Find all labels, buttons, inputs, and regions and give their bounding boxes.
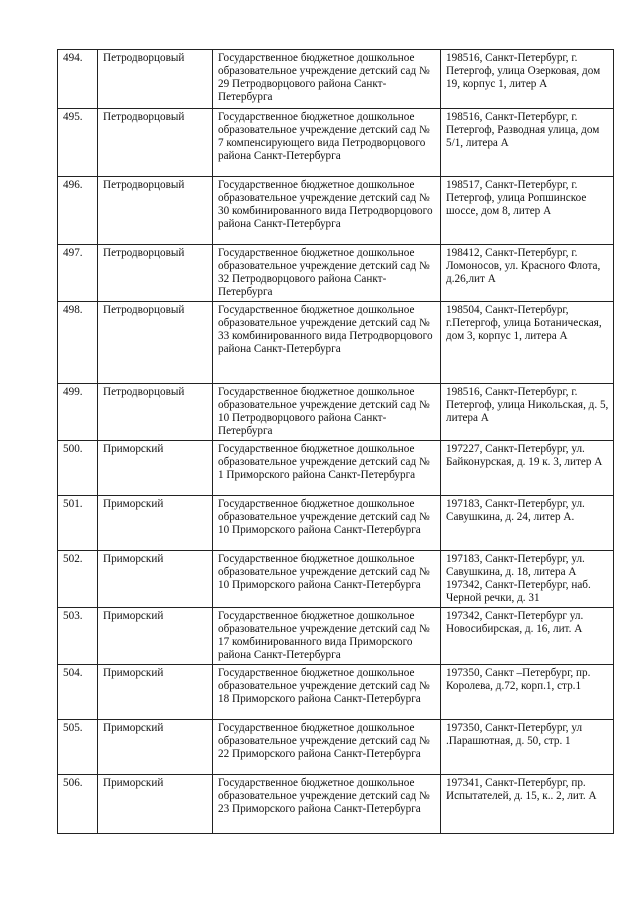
row-number: 496. (58, 177, 98, 245)
row-number: 503. (58, 608, 98, 665)
address-cell: 198516, Санкт-Петербург, г. Петергоф, Разводная улица, дом 5/1, литера А (441, 109, 614, 177)
row-number: 495. (58, 109, 98, 177)
district-cell: Приморский (98, 441, 213, 496)
row-number: 502. (58, 551, 98, 608)
address-cell: 197227, Санкт-Петербург, ул. Байконурская, д. 19 к. 3, литер А (441, 441, 614, 496)
district-cell: Петродворцовый (98, 177, 213, 245)
address-cell: 198504, Санкт-Петербург, г.Петергоф, улица Ботаническая, дом 3, корпус 1, литера А (441, 302, 614, 384)
row-number: 506. (58, 775, 98, 834)
district-cell: Приморский (98, 665, 213, 720)
district-cell: Приморский (98, 775, 213, 834)
institution-name-cell: Государственное бюджетное дошкольное образовательное учреждение детский сад № 10 Приморского района Санкт-Петербурга (213, 551, 441, 608)
institution-name-cell: Государственное бюджетное дошкольное образовательное учреждение детский сад № 33 комбинированного вида Петродворцового района Санкт-Петербурга (213, 302, 441, 384)
institution-name-cell: Государственное бюджетное дошкольное образовательное учреждение детский сад № 22 Приморского района Санкт-Петербурга (213, 720, 441, 775)
table-row (58, 245, 614, 302)
district-cell: Петродворцовый (98, 109, 213, 177)
district-cell: Приморский (98, 496, 213, 551)
table-row (58, 109, 614, 177)
row-number: 498. (58, 302, 98, 384)
institution-name-cell: Государственное бюджетное дошкольное образовательное учреждение детский сад № 32 Петродворцового района Санкт-Петербурга (213, 245, 441, 302)
address-cell: 198516, Санкт-Петербург, г. Петергоф, улица Никольская, д. 5, литера А (441, 384, 614, 441)
address-cell: 197341, Санкт-Петербург, пр. Испытателей, д. 15, к.. 2, лит. А (441, 775, 614, 834)
table-row (58, 665, 614, 720)
row-number: 501. (58, 496, 98, 551)
table-row (58, 50, 614, 109)
table-row (58, 775, 614, 834)
row-number: 494. (58, 50, 98, 109)
row-number: 497. (58, 245, 98, 302)
institution-name-cell: Государственное бюджетное дошкольное образовательное учреждение детский сад № 17 комбинированного вида Приморского района Санкт-Петербурга (213, 608, 441, 665)
institution-name-cell: Государственное бюджетное дошкольное образовательное учреждение детский сад № 29 Петродворцового района Санкт-Петербурга (213, 50, 441, 109)
district-cell: Петродворцовый (98, 245, 213, 302)
district-cell: Петродворцовый (98, 50, 213, 109)
row-number: 500. (58, 441, 98, 496)
address-cell: 197350, Санкт-Петербург, ул .Парашютная, д. 50, стр. 1 (441, 720, 614, 775)
institution-name-cell: Государственное бюджетное дошкольное образовательное учреждение детский сад № 7 компенсирующего вида Петродворцового района Санкт-Петербурга (213, 109, 441, 177)
address-cell: 197342, Санкт-Петербург ул. Новосибирская, д. 16, лит. А (441, 608, 614, 665)
row-number: 505. (58, 720, 98, 775)
district-cell: Петродворцовый (98, 384, 213, 441)
institution-name-cell: Государственное бюджетное дошкольное образовательное учреждение детский сад № 10 Петродворцового района Санкт-Петербурга (213, 384, 441, 441)
institution-name-cell: Государственное бюджетное дошкольное образовательное учреждение детский сад № 1 Приморского района Санкт-Петербурга (213, 441, 441, 496)
table-row (58, 720, 614, 775)
row-number: 499. (58, 384, 98, 441)
table-row (58, 177, 614, 245)
institution-name-cell: Государственное бюджетное дошкольное образовательное учреждение детский сад № 10 Приморского района Санкт-Петербурга (213, 496, 441, 551)
institution-name-cell: Государственное бюджетное дошкольное образовательное учреждение детский сад № 23 Приморского района Санкт-Петербурга (213, 775, 441, 834)
district-cell: Приморский (98, 720, 213, 775)
kindergarten-registry-table (57, 49, 614, 834)
table-row (58, 608, 614, 665)
table-row (58, 441, 614, 496)
row-number: 504. (58, 665, 98, 720)
district-cell: Приморский (98, 551, 213, 608)
institution-name-cell: Государственное бюджетное дошкольное образовательное учреждение детский сад № 30 комбинированного вида Петродворцового района Санкт-Петербурга (213, 177, 441, 245)
address-cell: 197183, Санкт-Петербург, ул. Савушкина, д. 18, литера А 197342, Санкт-Петербург, наб. Черной речки, д. 31 (441, 551, 614, 608)
address-cell: 197350, Санкт –Петербург, пр. Королева, д.72, корп.1, стр.1 (441, 665, 614, 720)
address-cell: 198516, Санкт-Петербург, г. Петергоф, улица Озерковая, дом 19, корпус 1, литер А (441, 50, 614, 109)
address-cell: 198517, Санкт-Петербург, г. Петергоф, улица Ропшинское шоссе, дом 8, литер А (441, 177, 614, 245)
district-cell: Петродворцовый (98, 302, 213, 384)
table-row (58, 496, 614, 551)
table-row (58, 551, 614, 608)
table-row (58, 302, 614, 384)
district-cell: Приморский (98, 608, 213, 665)
address-cell: 198412, Санкт-Петербург, г. Ломоносов, ул. Красного Флота, д.26,лит А (441, 245, 614, 302)
address-cell: 197183, Санкт-Петербург, ул. Савушкина, д. 24, литер А. (441, 496, 614, 551)
institution-name-cell: Государственное бюджетное дошкольное образовательное учреждение детский сад № 18 Приморского района Санкт-Петербурга (213, 665, 441, 720)
table-row (58, 384, 614, 441)
